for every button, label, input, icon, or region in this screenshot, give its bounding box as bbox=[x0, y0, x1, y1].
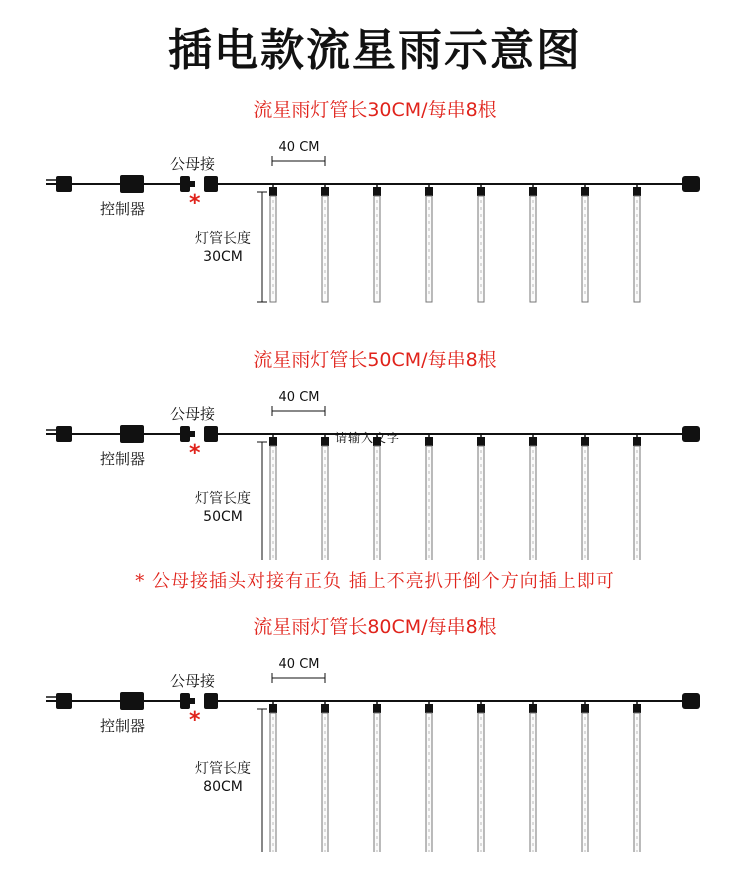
female-connector-icon bbox=[204, 176, 218, 192]
male-connector-icon bbox=[180, 176, 190, 192]
tube-cap-icon bbox=[477, 704, 485, 713]
tube-cap-icon bbox=[633, 437, 641, 446]
page-title: 插电款流星雨示意图 bbox=[168, 25, 582, 76]
panel-30cm bbox=[0, 95, 750, 310]
connector-label: 公母接 bbox=[170, 672, 216, 690]
controller-label: 控制器 bbox=[100, 200, 146, 218]
controller-box-icon bbox=[120, 425, 144, 443]
tube-cap-icon bbox=[529, 437, 537, 446]
power-plug-icon bbox=[56, 693, 72, 709]
tube-cap-icon bbox=[269, 187, 277, 196]
tube-cap-icon bbox=[321, 187, 329, 196]
tube-cap-icon bbox=[269, 437, 277, 446]
tube-cap-icon bbox=[425, 437, 433, 446]
spacing-label: 40 CM bbox=[278, 657, 320, 672]
connector-pin-icon bbox=[190, 431, 195, 437]
tube-length-label: 灯管长度 80CM bbox=[195, 761, 251, 795]
tube-cap-icon bbox=[633, 187, 641, 196]
male-connector-icon bbox=[180, 693, 190, 709]
tube-cap-icon bbox=[425, 704, 433, 713]
controller-label: 控制器 bbox=[100, 717, 146, 735]
panel-50cm bbox=[0, 345, 750, 560]
spacing-label: 40 CM bbox=[278, 390, 320, 405]
power-plug-icon bbox=[56, 426, 72, 442]
panel-subtitle: 流星雨灯管长50CM/每串8根 bbox=[253, 349, 497, 371]
asterisk-marker: * bbox=[189, 191, 201, 216]
panel-subtitle: 流星雨灯管长80CM/每串8根 bbox=[253, 616, 497, 638]
tube-length-label: 灯管长度 30CM bbox=[195, 231, 251, 265]
controller-box-icon bbox=[120, 175, 144, 193]
female-connector-icon bbox=[204, 426, 218, 442]
connector-note: * 公母接插头对接有正负 插上不亮扒开倒个方向插上即可 bbox=[135, 571, 615, 592]
tube-cap-icon bbox=[529, 704, 537, 713]
tube-cap-icon bbox=[425, 187, 433, 196]
controller-box-icon bbox=[120, 692, 144, 710]
asterisk-marker: * bbox=[189, 708, 201, 733]
tube-length-label: 灯管长度 50CM bbox=[195, 491, 251, 525]
tube-cap-icon bbox=[581, 704, 589, 713]
tube-cap-icon bbox=[581, 187, 589, 196]
tube-cap-icon bbox=[633, 704, 641, 713]
tube-cap-icon bbox=[373, 704, 381, 713]
end-cap-icon bbox=[682, 693, 700, 709]
end-cap-icon bbox=[682, 176, 700, 192]
controller-label: 控制器 bbox=[100, 450, 146, 468]
connector-label: 公母接 bbox=[170, 155, 216, 173]
tube-cap-icon bbox=[581, 437, 589, 446]
connector-pin-icon bbox=[190, 181, 195, 187]
text-placeholder: 请输入文字 bbox=[335, 431, 401, 445]
connector-label: 公母接 bbox=[170, 405, 216, 423]
tube-cap-icon bbox=[477, 437, 485, 446]
female-connector-icon bbox=[204, 693, 218, 709]
tube-cap-icon bbox=[373, 187, 381, 196]
asterisk-marker: * bbox=[189, 441, 201, 466]
panel-80cm bbox=[0, 612, 750, 852]
panel-subtitle: 流星雨灯管长30CM/每串8根 bbox=[253, 99, 497, 121]
power-plug-icon bbox=[56, 176, 72, 192]
tube-cap-icon bbox=[321, 437, 329, 446]
connector-pin-icon bbox=[190, 698, 195, 704]
end-cap-icon bbox=[682, 426, 700, 442]
male-connector-icon bbox=[180, 426, 190, 442]
tube-cap-icon bbox=[529, 187, 537, 196]
tube-cap-icon bbox=[269, 704, 277, 713]
spacing-label: 40 CM bbox=[278, 140, 320, 155]
tube-cap-icon bbox=[321, 704, 329, 713]
tube-cap-icon bbox=[477, 187, 485, 196]
